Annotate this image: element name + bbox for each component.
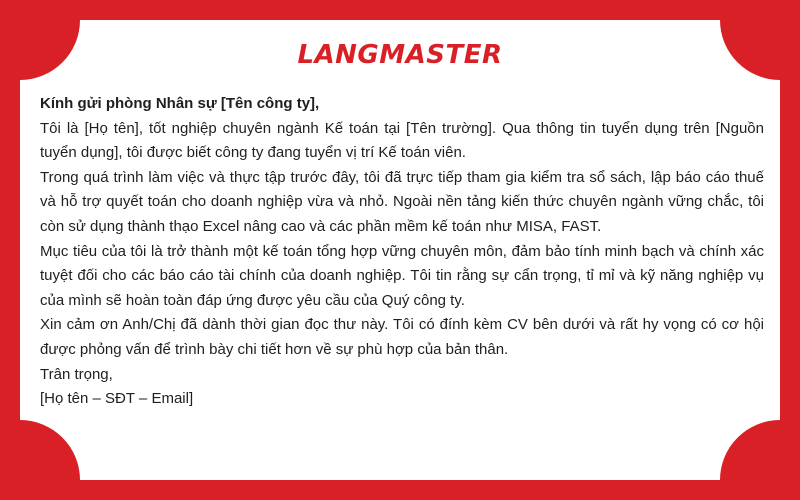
letter-paragraph: Xin cảm ơn Anh/Chị đã dành thời gian đọc thư này. Tôi có đính kèm CV bên dưới và rất hy vọng có cơ hội được phỏng vấn để trình bày chi tiết hơn về sự phù hợp của bản thân. <box>40 316 764 358</box>
letter-paragraph: Trong quá trình làm việc và thực tập trước đây, tôi đã trực tiếp tham gia kiểm tra sổ sách, lập báo cáo thuế và hỗ trợ quyết toán cho doanh nghiệp vừa và nhỏ. Ngoài nền tảng kiến thức chuyên ngành vững chắc, tôi còn sử dụng thành thạo Excel nâng cao và các phần mềm kế toán như MISA, FAST. <box>40 168 764 235</box>
letter-closing: Trân trọng, <box>40 365 113 383</box>
letter-paragraph: Tôi là [Họ tên], tốt nghiệp chuyên ngành Kế toán tại [Tên trường]. Qua thông tin tuyển dụng trên [Nguồn tuyển dụng], tôi được biết công ty đang tuyển vị trí Kế toán viên. <box>40 119 764 162</box>
brand-logo: LANGMASTER <box>297 40 503 70</box>
cover-letter <box>40 92 764 412</box>
letter-greeting: Kính gửi phòng Nhân sự [Tên công ty], <box>40 95 320 112</box>
letter-signature: [Họ tên – SĐT – Email] <box>40 390 194 408</box>
letter-paragraph: Mục tiêu của tôi là trở thành một kế toán tổng hợp vững chuyên môn, đảm bảo tính minh bạch và chính xác tuyệt đối cho các báo cáo tài chính của doanh nghiệp. Tôi tin rằng sự cẩn trọng, tỉ mỉ và kỹ năng nghiệp vụ của mình sẽ hoàn toàn đáp ứng được yêu cầu của Quý công ty. <box>40 242 764 309</box>
